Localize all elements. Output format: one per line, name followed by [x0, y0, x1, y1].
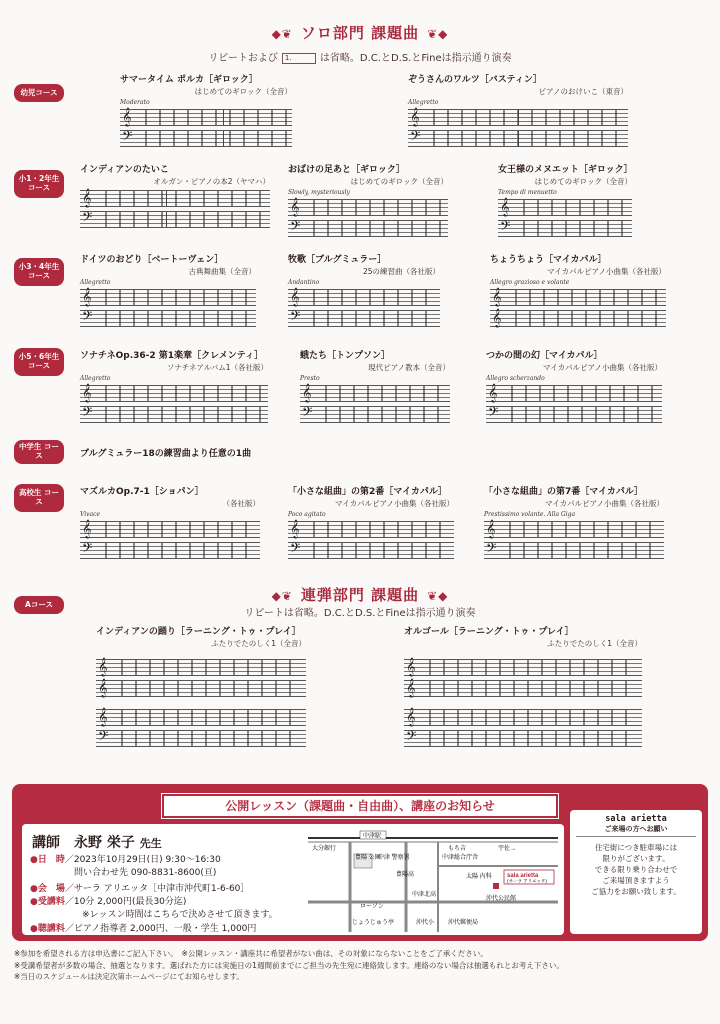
map-lawson: ローソン [360, 904, 384, 910]
solo-title-text: ソロ部門 課題曲 [300, 24, 420, 42]
venue-notice [570, 810, 702, 934]
course-badge-preschool: 幼児コース [14, 84, 64, 102]
piece-mazurka-op7-1 [80, 484, 260, 563]
piece-tempo: Moderato [120, 99, 150, 106]
venue-name: sala arietta [605, 814, 667, 824]
ornament-icon: ❦◆ [427, 27, 449, 41]
piece-title: ちょうちょう［マイカパル］ [490, 255, 607, 265]
ornament-icon: ◆❦ [271, 27, 293, 41]
map-sogo: 中津総合庁舎 [442, 855, 479, 861]
course-badge-high-school: 高校生 コース [14, 484, 64, 512]
ornament-icon: ❦◆ [427, 589, 449, 603]
score-excerpt: 𝄞 𝄢 [498, 199, 632, 237]
piece-moths [300, 348, 450, 427]
map-sala-marker [493, 883, 499, 889]
course-badge-grade12: 小1・2年生 コース [14, 170, 64, 198]
duet-subtitle: リピートは省略。D.C.とD.S.とFineは指示通り演奏 [244, 608, 476, 619]
footnote: ※受講希望者が多数の場合、抽選となります。選ばれた方には実施日の1週間前までにご担当の先生宛に連絡致します。連絡のない場合は抽選もれとお考え下さい。 [14, 960, 564, 970]
info-fee [30, 894, 186, 907]
piece-burgmuller-18: ブルグミュラー18の練習曲より任意の1曲 [80, 449, 252, 459]
footnote: ※当日のスケジュールは決定次第ホームページにてお知らせします。 [14, 972, 244, 982]
duet-title-text: 連弾部門 課題曲 [300, 586, 420, 604]
piece-sonatina-op36-2 [80, 348, 268, 427]
solo-subtitle [0, 49, 720, 64]
subtitle-post: は省略。D.C.とD.S.とFineは指示通り演奏 [319, 53, 512, 64]
map-sala-sub: (サーラ アリエッタ) [507, 878, 547, 884]
teacher-suffix: 先生 [139, 837, 162, 850]
piece-book: ソナチネアルバム1（各社版） [166, 363, 268, 372]
piece-summertime-polka [120, 72, 292, 151]
duet-indian-dance [96, 624, 306, 751]
piece-title: つかの間の幻［マイカパル］ [486, 351, 603, 361]
map-toyo-hs: 豊陽高 [396, 872, 415, 878]
venue-label: ●会 場 [30, 884, 65, 894]
piece-book: マイカパルピアノ小曲集（各社版） [546, 267, 666, 276]
piece-little-suite-7 [484, 484, 664, 563]
teacher [32, 832, 162, 852]
course-badge-a: Aコース [14, 596, 64, 614]
score-excerpt: 𝄞 𝄢 [484, 521, 664, 559]
map-toyo-park: 豊陽 公園 [355, 855, 381, 861]
piece-pastorale [288, 252, 440, 331]
score-excerpt: 𝄞 𝄢 [288, 199, 448, 237]
piece-german-dance [80, 252, 256, 331]
map-station: 中津駅 [363, 833, 382, 840]
piece-book: はじめてのギロック（全音） [194, 87, 292, 96]
score-excerpt: 𝄞 𝄞 [490, 289, 666, 327]
score-excerpt: 𝄞 𝄞 𝄞 𝄢 [404, 659, 642, 747]
teacher-name: 永野 栄子 [74, 835, 135, 851]
piece-tempo: Vivace [80, 511, 101, 518]
piece-little-suite-2 [288, 484, 454, 563]
teacher-label: 講師 [32, 835, 60, 851]
piece-tempo: Slowly, mysteriously [288, 189, 350, 196]
course-badge-grade34: 小3・4年生 コース [14, 258, 64, 286]
score-excerpt: 𝄞 𝄢 [408, 109, 628, 147]
solo-section-title [0, 22, 720, 43]
map-mori: 太陽 内科 [466, 874, 492, 880]
piece-book: ふたりでたのしく1（全音） [211, 639, 306, 648]
venue-subtitle: ご来場の方へお願い [604, 825, 668, 833]
piece-title: インディアンのたいこ [80, 165, 169, 175]
piece-title: オルゴール［ラーニング・トゥ・プレイ］ [404, 627, 574, 637]
piece-title: ぞうさんのワルツ［バスティン］ [408, 75, 542, 85]
venue-line: ご協力をお願い致します。 [591, 886, 681, 896]
piece-tempo: Allegretto [408, 99, 439, 106]
venue-value: ／サーラ アリエッタ［中津市沖代町1-6-60］ [64, 884, 250, 894]
piece-book: ふたりでたのしく1（全音） [547, 639, 642, 648]
piece-title: 「小さな組曲」の第7番［マイカパル］ [484, 487, 643, 497]
fee-value: ／10分 2,000円(最長30分迄) [64, 897, 187, 907]
piece-title: 「小さな組曲」の第2番［マイカパル］ [288, 487, 447, 497]
piece-elephant-waltz [408, 72, 628, 151]
score-excerpt: 𝄞 𝄢 [288, 521, 454, 559]
info-date [30, 852, 221, 865]
score-excerpt: 𝄞 𝄢 [80, 190, 270, 228]
piece-title: おばけの足あと［ギロック］ [288, 165, 405, 175]
fee-label: ●受講料 [30, 897, 65, 907]
venue-line: 住宅街につき駐車場には [594, 843, 678, 852]
piece-title: マズルカOp.7-1［ショパン］ [80, 487, 204, 497]
score-excerpt: 𝄞 𝄢 [300, 385, 450, 423]
repeat-mark: 1. [282, 53, 316, 64]
map-usa: 宇佐→ [498, 846, 517, 852]
score-excerpt: 𝄞 𝄞 𝄞 𝄢 [96, 659, 306, 747]
duet-section-title [0, 584, 720, 605]
map-okishiro-es: 沖代小 [416, 920, 435, 926]
piece-book: マイカパルピアノ小曲集（各社版） [544, 499, 664, 508]
venue-line: ご来場頂きますよう [602, 875, 670, 885]
score-excerpt: 𝄞 𝄢 [120, 109, 292, 147]
date-label: ●日 時 [30, 855, 65, 865]
piece-book: （各社版） [222, 499, 260, 508]
piece-title: サマータイム ポルカ［ギロック］ [120, 75, 258, 85]
score-excerpt: 𝄞 𝄢 [80, 385, 268, 423]
venue-notice-title [576, 814, 696, 837]
score-excerpt: 𝄞 𝄢 [486, 385, 662, 423]
lesson-header: 公開レッスン（課題曲・自由曲）、講座のお知らせ [162, 794, 558, 818]
score-excerpt: 𝄞 𝄢 [80, 289, 256, 327]
piece-queen-minuet [498, 162, 632, 241]
piece-book: 古典舞曲集（全音） [188, 267, 256, 276]
piece-tempo: Allegro grazioso e volante [490, 279, 570, 286]
piece-book: オルガン・ピアノの本2（ヤマハ） [153, 177, 270, 186]
audit-label: ●聴講料 [30, 924, 65, 934]
map-oita: 大分銀行 [312, 846, 337, 852]
piece-tempo: Allegretto [80, 375, 111, 382]
piece-title: 蛾たち［トンプソン］ [300, 351, 391, 361]
piece-tempo: Andantino [288, 279, 320, 286]
info-audit [30, 921, 256, 934]
info-contact: 問い合わせ先 090-8831-8600(亘) [74, 868, 217, 878]
piece-title: ドイツのおどり［ベートーヴェン］ [80, 255, 224, 265]
map-kita-hs: 中津北高 [412, 892, 437, 898]
piece-tempo: Allegro scherzando [486, 375, 545, 382]
map-sala: sala arietta [507, 873, 539, 879]
access-map [308, 828, 558, 932]
piece-title: インディアンの踊り［ラーニング・トゥ・プレイ］ [96, 627, 301, 637]
piece-title: 牧歌［ブルグミュラー］ [288, 255, 387, 265]
piece-book: マイカパルピアノ小曲集（各社版） [334, 499, 454, 508]
course-badge-grade56: 小5・6年生 コース [14, 348, 64, 376]
piece-tempo: Presto [300, 375, 320, 382]
piece-book: はじめてのギロック（全音） [350, 177, 448, 186]
info-fee-note: ※レッスン時間はこちらで決めさせて頂きます。 [82, 910, 278, 920]
course-badge-junior-high: 中学生 コース [14, 440, 64, 464]
map-police: 中津 警察署 [378, 855, 410, 861]
date-value: ／2023年10月29日(日) 9:30～16:30 [64, 855, 221, 865]
piece-tempo: Allegretto [80, 279, 111, 286]
map-okishiro-park: 沖代公民館 [486, 896, 517, 902]
lesson-panel [12, 784, 708, 941]
score-excerpt: 𝄞 𝄢 [80, 521, 260, 559]
map-jojo: じょうじゅう亭 [352, 920, 395, 926]
audit-value: ／ピアノ指導者 2,000円、一般・学生 1,000円 [64, 924, 257, 934]
venue-notice-body [576, 843, 696, 897]
info-venue [30, 881, 249, 894]
venue-line: 限りがございます。 [602, 853, 670, 863]
piece-indian-drum [80, 162, 270, 232]
piece-butterfly [490, 252, 666, 331]
footnote: ※参加を希望される方は申込書にご記入下さい。 ※公開レッスン・講座共に希望者がない曲は、その対象にならないことをご了承ください。 [14, 949, 488, 958]
piece-fleeting-vision [486, 348, 662, 427]
duet-music-box [404, 624, 642, 751]
piece-tempo: Prestissimo volante. Alla Giga [484, 511, 576, 518]
piece-book: マイカパルピアノ小曲集（各社版） [542, 363, 662, 372]
piece-tempo: Tempo di menuetto [498, 189, 557, 196]
footnotes [14, 948, 710, 983]
venue-line: できる限り乗り合わせで [594, 864, 678, 874]
piece-book: 25の練習曲（各社版） [362, 267, 440, 276]
piece-book: ピアノのおけいこ（東音） [538, 87, 628, 96]
piece-book: はじめてのギロック（全音） [534, 177, 632, 186]
piece-book: 現代ピアノ教本（全音） [368, 363, 450, 372]
piece-title: ソナチネOp.36-2 第1楽章［クレメンティ］ [80, 351, 264, 361]
map-post: 沖代郵便局 [448, 920, 479, 926]
piece-tempo: Poco agitato [288, 511, 326, 518]
ornament-icon: ◆❦ [271, 589, 293, 603]
map-mochiya: もち吉 [448, 846, 467, 852]
score-excerpt: 𝄞 𝄢 [288, 289, 440, 327]
piece-title: 女王様のメヌエット［ギロック］ [498, 165, 633, 175]
piece-ghost-footsteps [288, 162, 448, 241]
subtitle-pre: リピートおよび [208, 53, 278, 64]
